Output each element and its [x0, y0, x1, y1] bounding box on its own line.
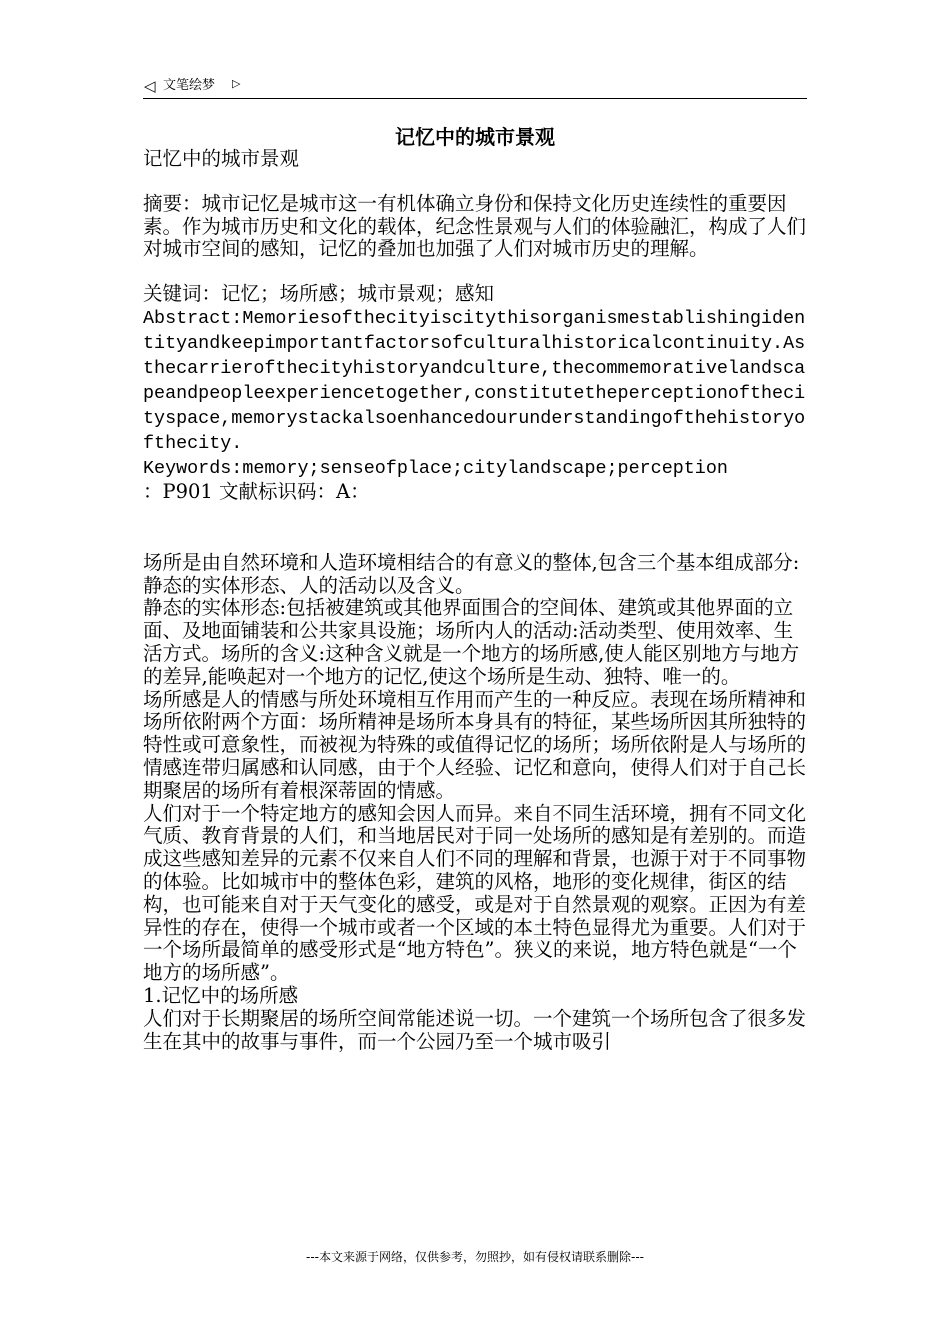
document-title: 记忆中的城市景观 — [395, 125, 555, 149]
triangle-left-icon: ◁ — [144, 77, 156, 95]
abstract-en: Abstract:Memoriesofthecityiscitythisorganismestablishingidentityandkeepimportantfactorsofculturalhistoricalcontinuity.Asthecarrierofthecityhistoryandculture,thecommemorativelandscapeandpeopleexperiencetogether,constitutetheperceptionofthecityspace,memorystackalsoenhancedourunderstandingofthehistoryofthecity. — [143, 307, 806, 454]
paragraph: 场所感是人的情感与所处环境相互作用而产生的一种反应。表现在场所精神和场所依附两个方面：场所精神是场所本身具有的特征，某些场所因其所独特的特性或可意象性，而被视为特殊的或值得记忆的场所；场所依附是人与场所的情感连带归属感和认同感，由于个人经验、记忆和意向，使得人们对于自己长期聚居的场所有着根深蒂固的情感。 — [143, 687, 807, 802]
paragraph: 静态的实体形态:包括被建筑或其他界面围合的空间体、建筑或其他界面的立面、及地面铺装和公共家具设施；场所内人的活动:活动类型、使用效率、生活方式。场所的含义:这种含义就是一个地方的场所感,使人能区别地方与地方的差异,能唤起对一个地方的记忆,使这个场所是生动、独特、唯一的。 — [143, 596, 800, 688]
keywords-cn: 关键词：记忆；场所感；城市景观；感知 — [143, 282, 495, 306]
document-subtitle: 记忆中的城市景观 — [143, 147, 300, 170]
header-brand: 文笔绘梦 — [163, 78, 216, 93]
paragraph: 场所是由自然环境和人造环境相结合的有意义的整体,包含三个基本组成部分:静态的实体形态、人的活动以及含义。 — [143, 550, 800, 597]
triangle-right-icon: ▷ — [232, 77, 241, 90]
abstract-cn: 摘要：城市记忆是城市这一有机体确立身份和保持文化历史连续性的重要因素。作为城市历史和文化的载体，纪念性景观与人们的体验融汇，构成了人们对城市空间的感知，记忆的叠加也加强了人们对城市历史的理解。 — [143, 191, 807, 261]
section-heading: 1.记忆中的场所感 — [143, 983, 299, 1007]
document-body — [143, 148, 807, 1053]
classification-line: ：P901 文献标识码：A： — [143, 479, 370, 503]
page-header — [143, 76, 807, 98]
paragraph: 人们对于长期聚居的场所空间常能述说一切。一个建筑一个场所包含了很多发生在其中的故事与事件，而一个公园乃至一个城市吸引 — [143, 1006, 807, 1053]
keywords-en: Keywords:memory;senseofplace;citylandscape;perception — [143, 457, 728, 479]
header-divider — [143, 98, 807, 99]
page-footer: ---本文来源于网络，仅供参考，勿照抄，如有侵权请联系删除--- — [306, 1250, 644, 1264]
paragraph: 人们对于一个特定地方的感知会因人而异。来自不同生活环境，拥有不同文化气质、教育背景的人们，和当地居民对于同一处场所的感知是有差别的。而造成这些感知差异的元素不仅来自人们不同的理解和背景，也源于对于不同事物的体验。比如城市中的整体色彩，建筑的风格，地形的变化规律，街区的结构，也可能来自对于天气变化的感受，或是对于自然景观的观察。正因为有差异性的存在，使得一个城市或者一个区域的本土特色显得尤为重要。人们对于一个场所最简单的感受形式是“地方特色”。狭义的来说，地方特色就是“一个地方的场所感”。 — [143, 801, 807, 985]
